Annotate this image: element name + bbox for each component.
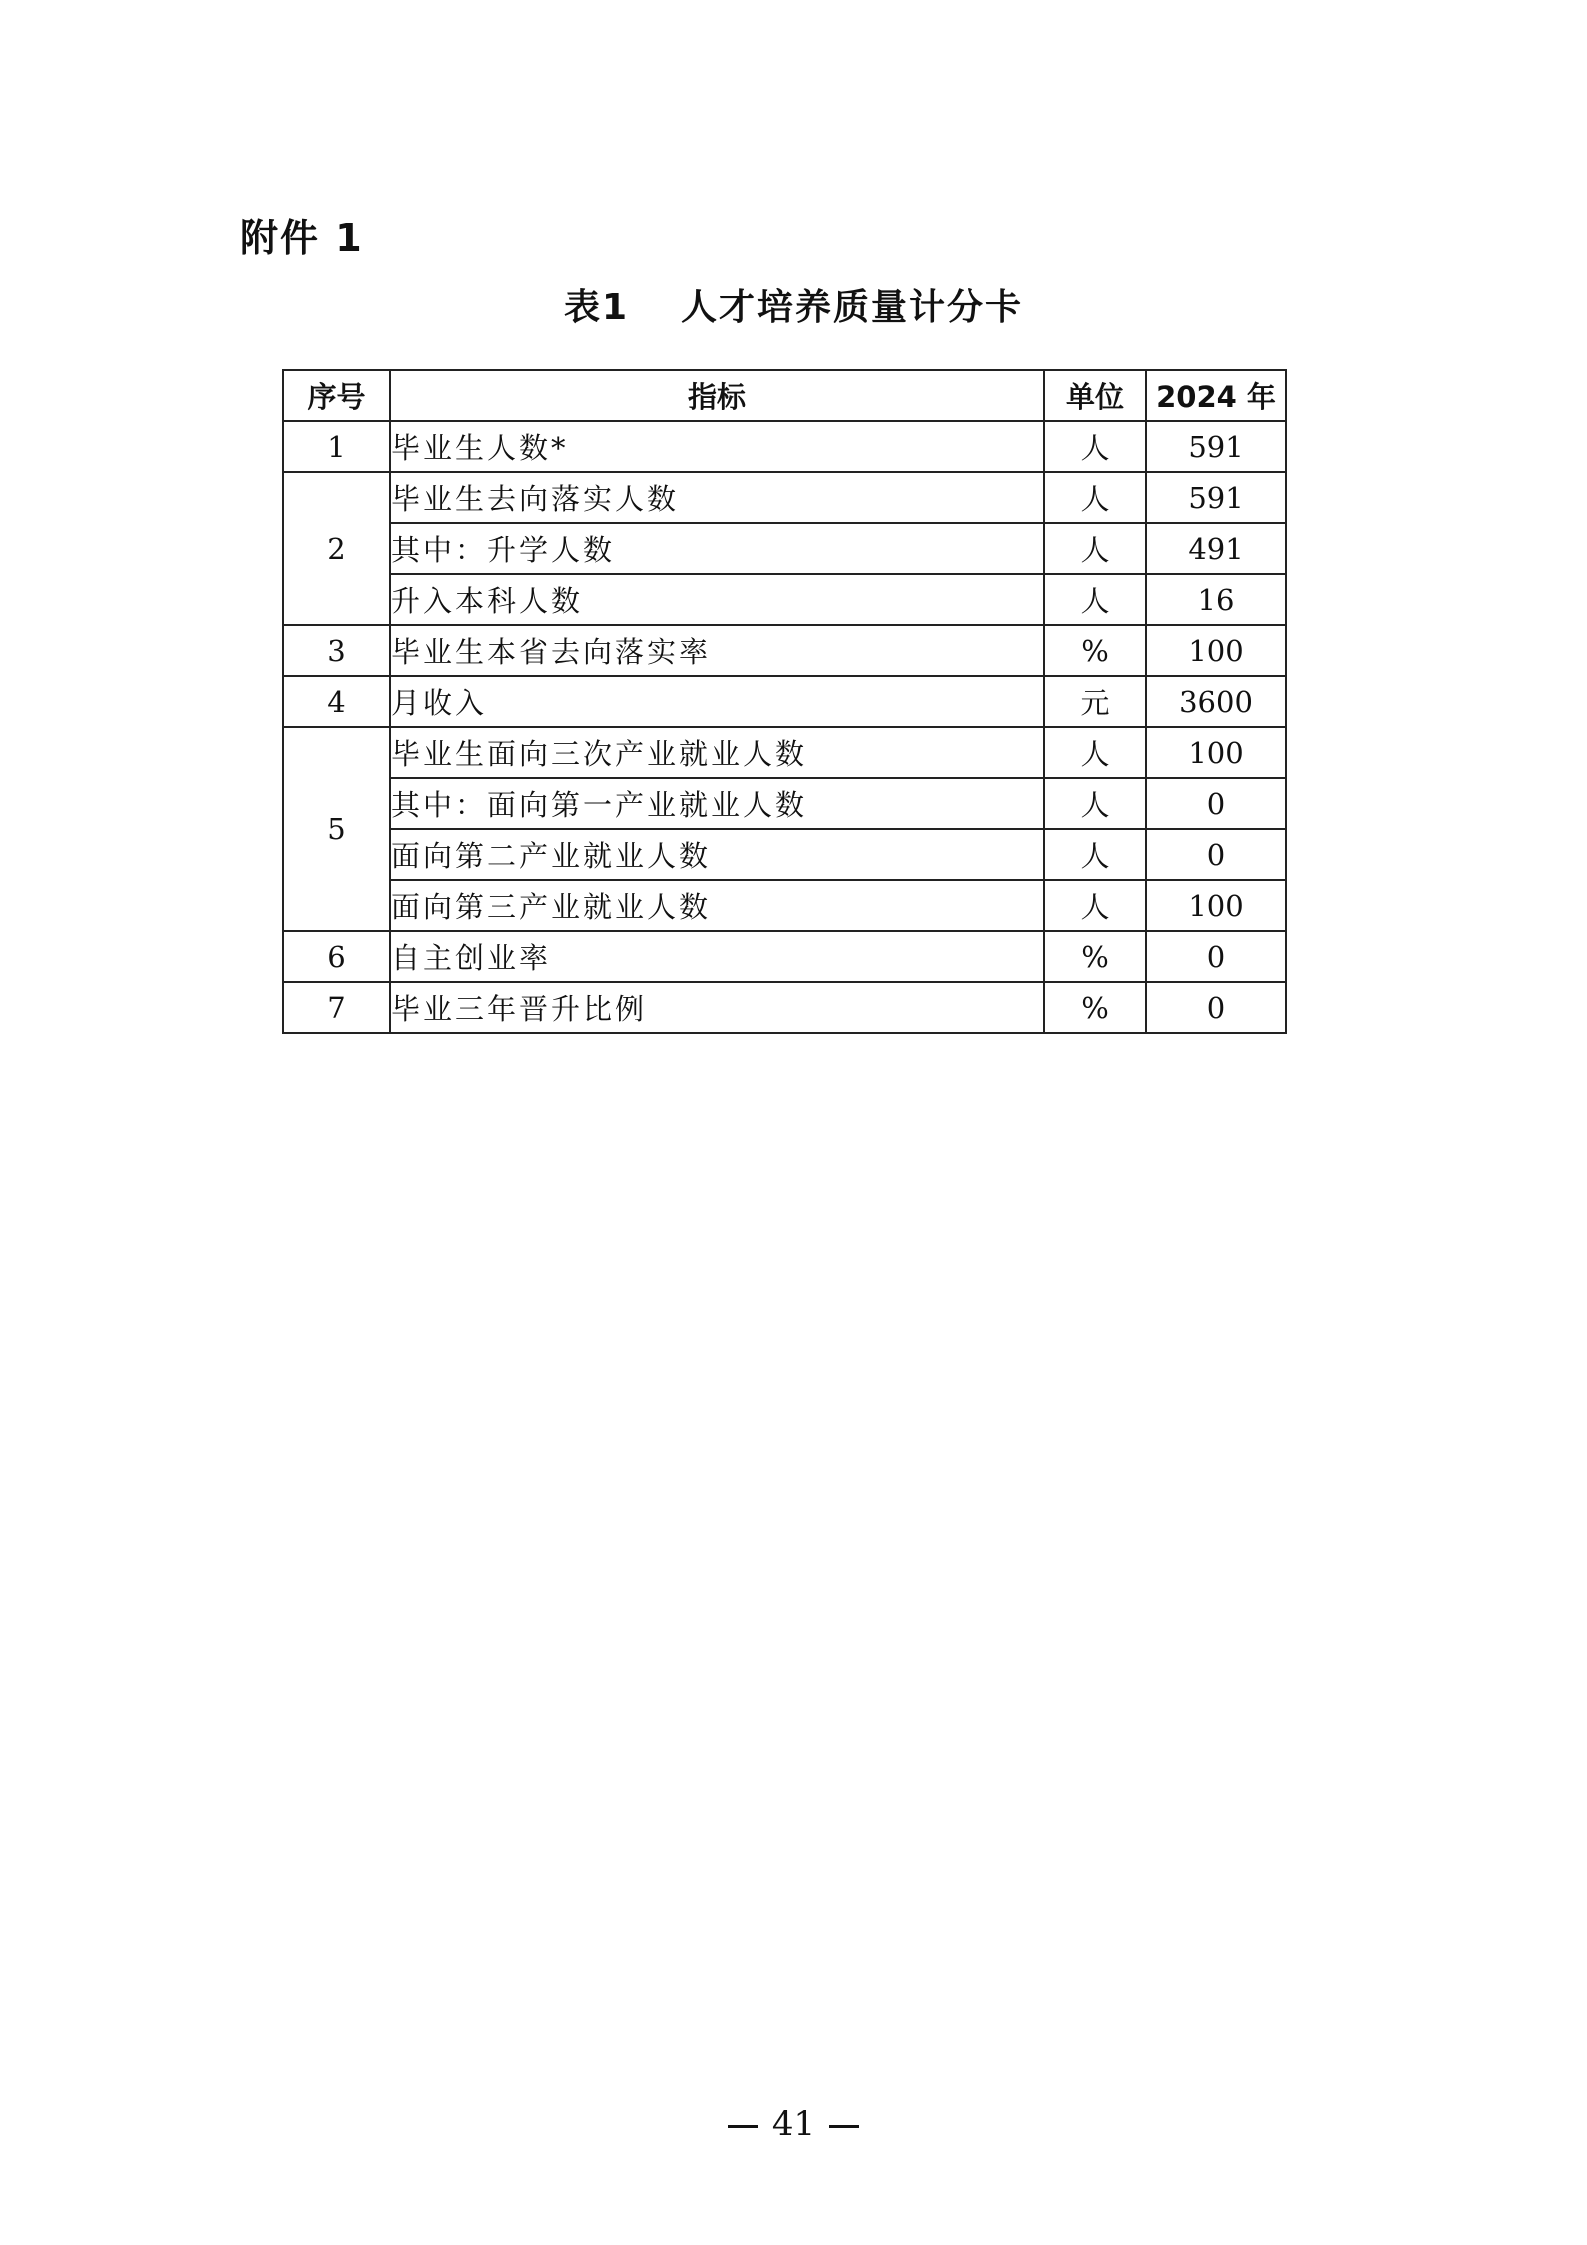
table-row — [283, 829, 1286, 880]
row-unit: 人 — [1044, 880, 1146, 931]
table-title — [0, 279, 1587, 330]
row-unit: 人 — [1044, 523, 1146, 574]
row-value: 0 — [1146, 829, 1286, 880]
header-index: 序号 — [283, 370, 390, 421]
table-row — [283, 625, 1286, 676]
table-row — [283, 574, 1286, 625]
row-unit: 人 — [1044, 829, 1146, 880]
row-indicator: 面向第二产业就业人数 — [390, 829, 1044, 880]
dash-right — [829, 2125, 859, 2128]
row-value: 491 — [1146, 523, 1286, 574]
row-index: 1 — [283, 421, 390, 472]
row-indicator: 毕业三年晋升比例 — [390, 982, 1044, 1033]
row-value: 3600 — [1146, 676, 1286, 727]
row-value: 591 — [1146, 421, 1286, 472]
row-unit: 人 — [1044, 421, 1146, 472]
row-indicator: 毕业生去向落实人数 — [390, 472, 1044, 523]
row-unit: % — [1044, 931, 1146, 982]
row-indicator: 其中：升学人数 — [390, 523, 1044, 574]
row-unit: % — [1044, 625, 1146, 676]
table-row — [283, 421, 1286, 472]
row-indicator: 自主创业率 — [390, 931, 1044, 982]
header-unit: 单位 — [1044, 370, 1146, 421]
table-row — [283, 982, 1286, 1033]
row-index: 4 — [283, 676, 390, 727]
row-value: 16 — [1146, 574, 1286, 625]
row-value: 100 — [1146, 880, 1286, 931]
row-index: 6 — [283, 931, 390, 982]
row-unit: 人 — [1044, 727, 1146, 778]
row-value: 591 — [1146, 472, 1286, 523]
row-value: 100 — [1146, 727, 1286, 778]
row-indicator: 毕业生本省去向落实率 — [390, 625, 1044, 676]
row-value: 0 — [1146, 931, 1286, 982]
row-indicator: 其中：面向第一产业就业人数 — [390, 778, 1044, 829]
row-unit: 元 — [1044, 676, 1146, 727]
page-number — [0, 2104, 1587, 2144]
table-number: 表1 — [563, 287, 630, 328]
row-value: 100 — [1146, 625, 1286, 676]
row-indicator: 月收入 — [390, 676, 1044, 727]
dash-left — [728, 2125, 758, 2128]
header-year: 2024 年 — [1146, 370, 1286, 421]
header-indicator: 指标 — [390, 370, 1044, 421]
row-index: 7 — [283, 982, 390, 1033]
table-row — [283, 778, 1286, 829]
table-row — [283, 931, 1286, 982]
row-indicator: 面向第三产业就业人数 — [390, 880, 1044, 931]
table-row — [283, 523, 1286, 574]
row-indicator: 毕业生面向三次产业就业人数 — [390, 727, 1044, 778]
page-number-text: 41 — [771, 2104, 816, 2144]
table-row — [283, 676, 1286, 727]
row-unit: 人 — [1044, 574, 1146, 625]
row-value: 0 — [1146, 778, 1286, 829]
row-unit: 人 — [1044, 778, 1146, 829]
scorecard-table — [282, 369, 1287, 1034]
row-indicator: 毕业生人数* — [390, 421, 1044, 472]
row-index: 3 — [283, 625, 390, 676]
table-row — [283, 727, 1286, 778]
table-row — [283, 472, 1286, 523]
table-title-text: 人才培养质量计分卡 — [681, 287, 1024, 328]
row-value: 0 — [1146, 982, 1286, 1033]
row-unit: 人 — [1044, 472, 1146, 523]
row-indicator: 升入本科人数 — [390, 574, 1044, 625]
table-row — [283, 880, 1286, 931]
row-unit: % — [1044, 982, 1146, 1033]
attachment-label: 附件 1 — [240, 216, 364, 260]
table-header-row — [283, 370, 1286, 421]
row-index: 5 — [283, 727, 390, 931]
row-index: 2 — [283, 472, 390, 625]
